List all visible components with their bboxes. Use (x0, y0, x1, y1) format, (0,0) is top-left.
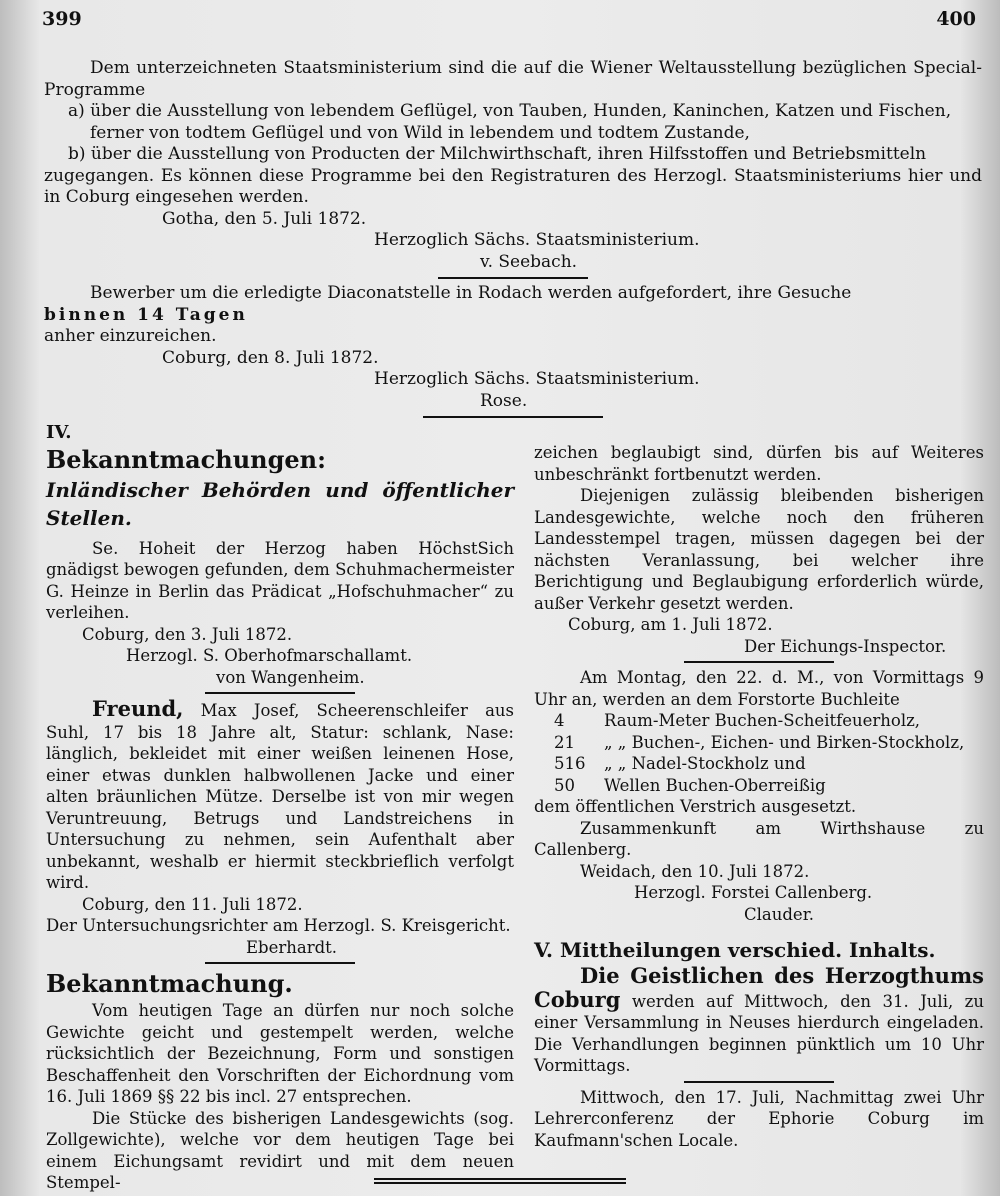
warrant-signer: Eberhardt. (246, 937, 338, 957)
right-column (534, 442, 984, 1151)
top-notices (44, 58, 982, 422)
appointment-signer: von Wangenheim. (216, 667, 365, 687)
diaconate-deadline: binnen 14 Tagen (44, 304, 248, 325)
section-heading: Bekanntmachungen: (46, 444, 326, 474)
diaconate-signer: Rose. (480, 390, 528, 411)
auction-outro: dem öffentlichen Verstrich ausgesetzt. (534, 797, 857, 816)
wood-list (534, 710, 984, 796)
diaconate-date: Coburg, den 8. Juli 1872. (162, 347, 379, 368)
programme-item-a-cont: ferner von todtem Geflügel und von Wild in lebendem und todtem Zustande, (90, 122, 750, 143)
divider (684, 1081, 834, 1083)
warrant-notice (46, 698, 514, 894)
list-item: 21 „ „ Buchen-, Eichen- und Birken-Stockholz, (554, 732, 965, 752)
list-item: 4 Raum-Meter Buchen-Scheitfeuerholz, (554, 711, 921, 730)
list-item: 50 Wellen Buchen-Oberreißig (554, 775, 826, 795)
divider (438, 277, 588, 279)
divider (205, 962, 355, 964)
diaconate-notice: Bewerber um die erledigte Diaconatstelle in Rodach werden aufgefordert, ihre Gesuche (90, 283, 852, 303)
programme-date: Gotha, den 5. Juli 1872. (162, 208, 367, 229)
diaconate-notice-end: anher einzureichen. (44, 326, 217, 346)
auction-intro: Am Montag, den 22. d. M., von Vormittags 9 Uhr an, werden an dem Forstorte Buchleite (534, 668, 984, 709)
warrant-name: Freund, (92, 696, 184, 721)
divider (423, 416, 603, 418)
list-item: 516 „ „ Nadel-Stockholz und (554, 754, 806, 773)
clergy-lead: Die Geistlichen des Herzogthums Coburg (534, 963, 984, 1012)
weights-date: Coburg, am 1. Juli 1872. (568, 615, 773, 634)
auction-office: Herzogl. Forstei Callenberg. (634, 883, 873, 902)
programme-signer: v. Seebach. (480, 251, 578, 272)
warrant-text: Max Josef, Scheerenschleifer aus Suhl, 17 bis 18 Jahre alt, Statur: schlank, Nase: länglich, bekleidet mit einer weißen leinenen Hose, einer etwas dunklen halbwollenen Jacke und einer alten bräunlichen Mütze. Derselbe ist von mir wegen Veruntreuung, Betrugs und Landstreichens in Untersuchung zu nehmen, sein Aufenthalt aber unbekannt, weshalb er hiermit steckbrieflich verfolgt wird. (46, 701, 515, 892)
diaconate-office: Herzoglich Sächs. Staatsministerium. (374, 369, 700, 389)
section-subheading: Inländischer Behörden und öffentlicher Stellen. (46, 477, 514, 530)
weights-heading: Bekanntmachung. (46, 969, 293, 998)
weights-notice: Vom heutigen Tage an dürfen nur noch solche Gewichte geicht und gestempelt werden, welche rücksichtlich der Bezeichnung, Form und sonstigen Beschaffenheit den Vorschriften der Eichordnung vom 16. Juli 1869 §§ 22 bis incl. 27 entsprechen. (46, 1001, 514, 1106)
appointment-date: Coburg, den 3. Juli 1872. (82, 624, 293, 644)
weights-rule: Diejenigen zulässig bleibenden bisherigen Landesgewichte, welche noch den früheren Landesstempel tragen, müssen dagegen bei der nächsten Veranlassung, bei welcher ihre Berichtigung und Beglaubigung erforderlich würde, außer Verkehr gesetzt werden. (534, 486, 984, 613)
programme-intro: Dem unterzeichneten Staatsministerium sind die auf die Wiener Weltausstellung bezüglichen Special-Programme (44, 58, 982, 100)
section-v-heading: V. Mittheilungen verschied. Inhalts. (534, 938, 936, 962)
teacher-conference-notice: Mittwoch, den 17. Juli, Nachmittag zwei Uhr Lehrerconferenz der Ephorie Coburg im Kaufmann'schen Locale. (534, 1087, 984, 1150)
warrant-office: Der Untersuchungsrichter am Herzogl. S. Kreisgericht. (46, 916, 511, 935)
section-number: IV. (46, 422, 72, 443)
weights-notice-cont: Die Stücke des bisherigen Landesgewichts (sog. Zollgewichte), welche vor dem heutigen Tage bei einem Eichungsamt revidirt und mit dem neuen Stempel- (46, 1108, 514, 1192)
left-column (46, 422, 514, 1194)
bottom-double-rule (374, 1178, 626, 1184)
programme-item-b-cont: zugegangen. Es können diese Programme bei den Registraturen des Herzogl. Staatsministeriums hier und in Coburg eingesehen werden. (44, 165, 982, 207)
auction-date: Weidach, den 10. Juli 1872. (580, 861, 810, 881)
clergy-notice (534, 965, 984, 1077)
divider (205, 692, 355, 694)
weights-office: Der Eichungs-Inspector. (744, 636, 947, 656)
page-number-right: 400 (936, 8, 976, 30)
divider (684, 661, 834, 663)
appointment-notice: Se. Hoheit der Herzog haben HöchstSich gnädigst bewogen gefunden, dem Schuhmachermeister G. Heinze in Berlin das Prädicat „Hofschuhmacher“ zu verleihen. (46, 538, 514, 622)
weights-continuation: zeichen beglaubigt sind, dürfen bis auf Weiteres unbeschränkt fortbenutzt werden. (534, 443, 984, 484)
warrant-date: Coburg, den 11. Juli 1872. (82, 894, 303, 914)
clergy-text: werden auf Mittwoch, den 31. Juli, zu einer Versammlung in Neuses hierdurch eingeladen. Die Verhandlungen beginnen pünktlich um 10 Uhr Vormittags. (534, 991, 984, 1075)
page-number-left: 399 (42, 8, 82, 30)
programme-office: Herzoglich Sächs. Staatsministerium. (374, 230, 700, 250)
appointment-office: Herzogl. S. Oberhofmarschallamt. (126, 646, 413, 665)
programme-item-b: b) über die Ausstellung von Producten der Milchwirthschaft, ihren Hilfsstoffen und Betriebsmitteln (68, 144, 927, 164)
auction-meeting: Zusammenkunft am Wirthshause zu Callenberg. (534, 818, 984, 859)
auction-signer: Clauder. (744, 904, 815, 924)
programme-item-a: a) über die Ausstellung von lebendem Geflügel, von Tauben, Hunden, Kaninchen, Katzen und Fischen, (68, 101, 952, 121)
